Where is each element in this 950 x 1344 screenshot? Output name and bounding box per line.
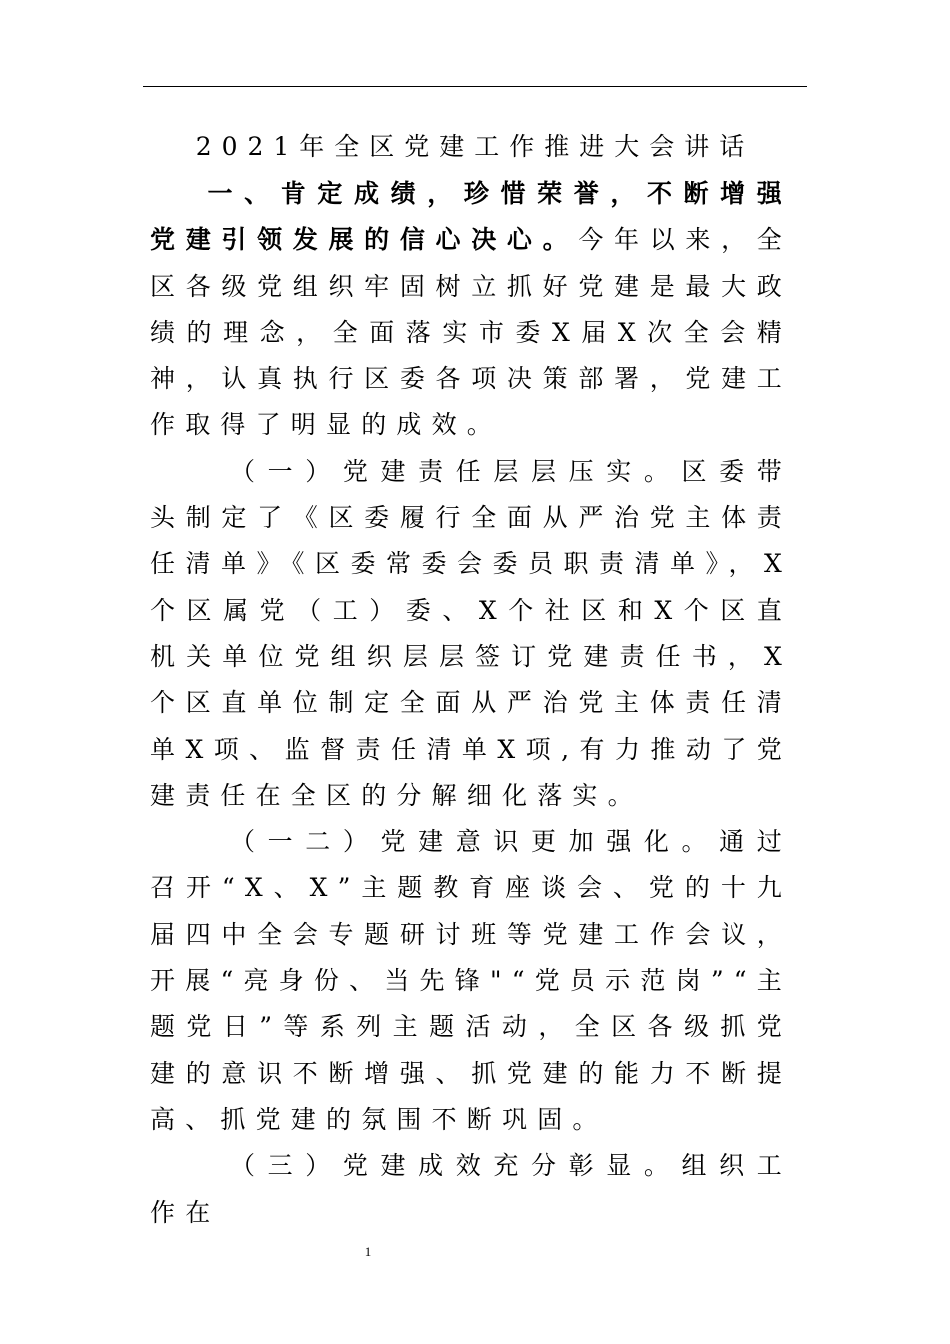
section-paragraph-2	[150, 449, 792, 819]
paragraph-text: 今年以来，全区各级党组织牢固树立抓好党建是最大政绩的理念，全面落实市委X届X次全会精神，认真执行区委各项决策部署，党建工作取得了明显的成效。	[150, 225, 792, 440]
section-paragraph-1	[150, 171, 792, 449]
section-paragraph-4	[150, 1143, 792, 1236]
paragraph-text: （三）党建成效充分彰显。组织工作在	[150, 1151, 792, 1227]
page-number: 1	[364, 1244, 372, 1259]
document-title: 2021年全区党建工作推进大会讲话	[195, 132, 755, 161]
paragraph-text: （一二）党建意识更加强化。通过召开“X、X”主题教育座谈会、党的十九届四中全会专题研讨班等党建工作会议，开展“亮身份、当先锋"“党员示范岗”“主题党日”等系列主题活动，全区各级抓党建的意识不断增强、抓党建的能力不断提高、抓党建的氛围不断巩固。	[150, 827, 792, 1134]
section-heading: 一、肯定成绩，珍惜荣誉，不断增强党建引领发展的信心决心。	[150, 179, 792, 255]
header-rule	[143, 86, 807, 87]
document-body	[150, 171, 792, 1236]
section-paragraph-3	[150, 819, 792, 1143]
paragraph-text: （一）党建责任层层压实。区委带头制定了《区委履行全面从严治党主体责任清单》《区委常委会委员职责清单》，X个区属党（工）委、X个社区和X个区直机关单位党组织层层签订党建责任书，X个区直单位制定全面从严治党主体责任清单X项、监督责任清单X项,有力推动了党建责任在全区的分解细化落实。	[150, 456, 792, 810]
